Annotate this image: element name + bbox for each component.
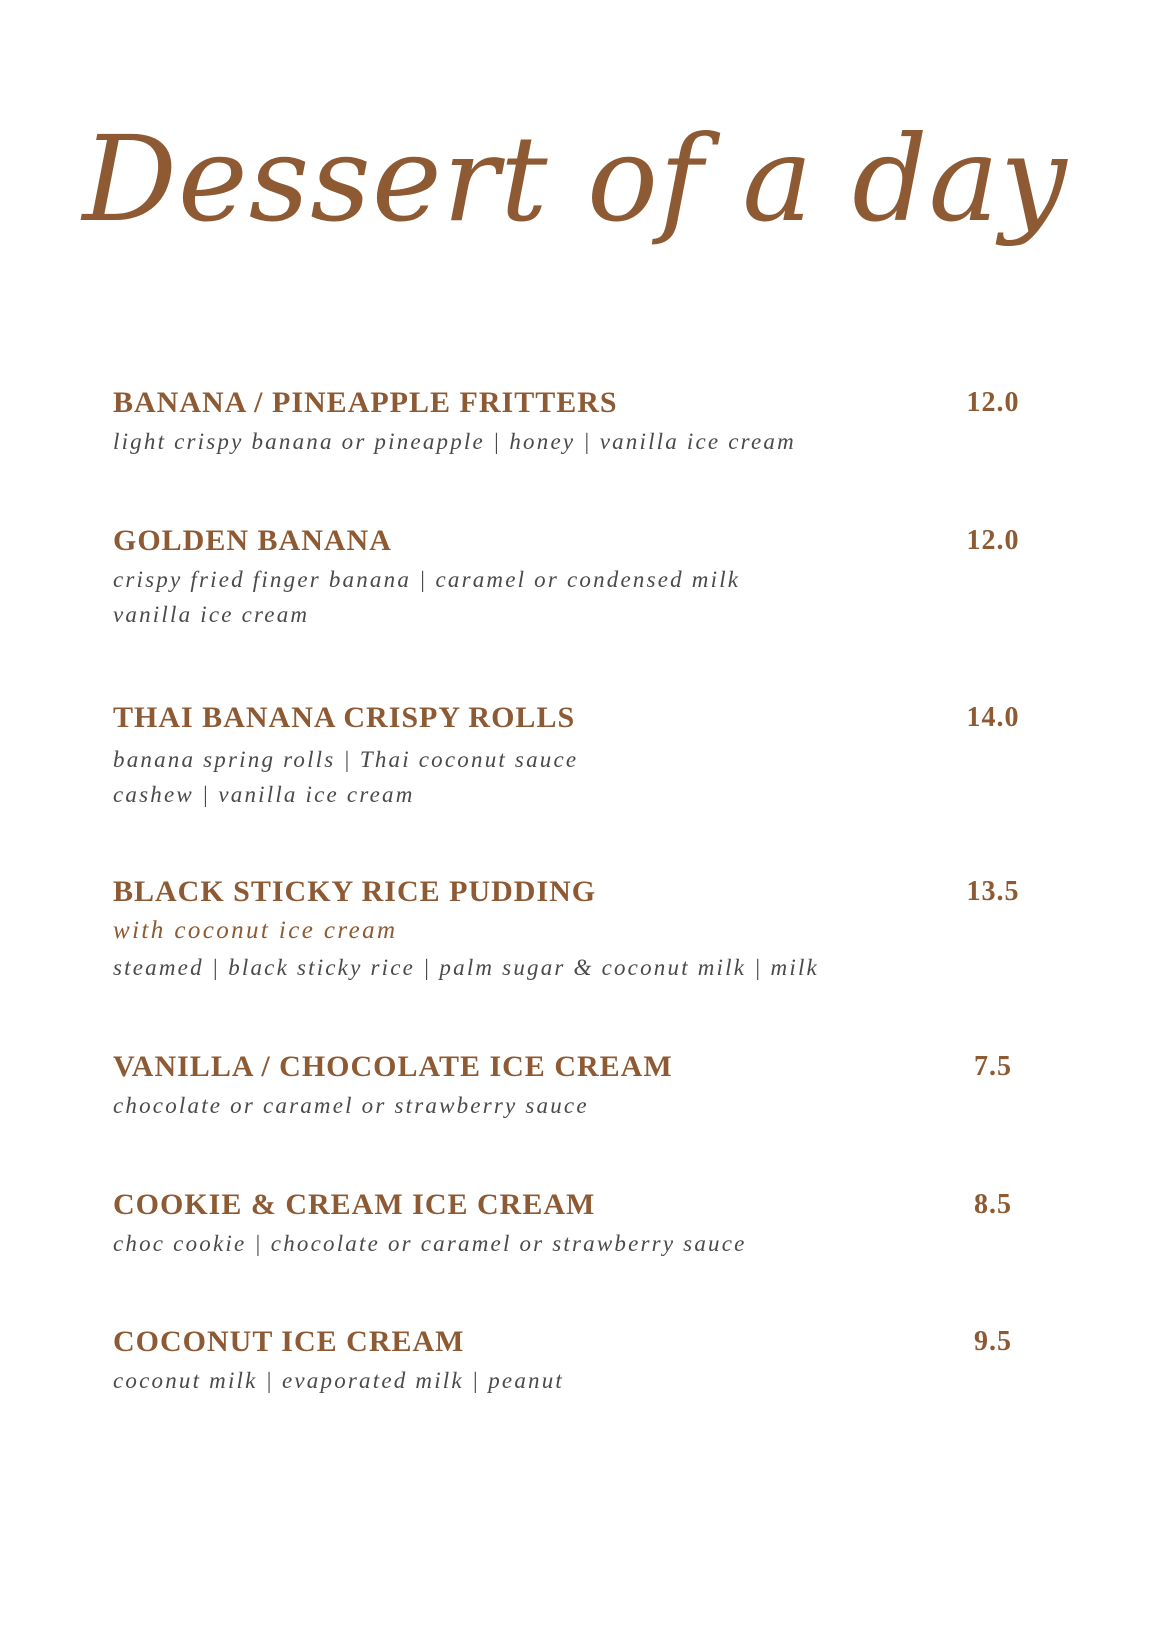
item-name: THAI BANANA CRISPY ROLLS	[113, 701, 576, 734]
item-name: VANILLA / CHOCOLATE ICE CREAM	[113, 1050, 673, 1083]
menu-title: Dessert of a day	[82, 110, 1068, 248]
item-description: choc cookie | chocolate or caramel or strawberry sauce	[113, 1231, 747, 1256]
item-price: 7.5	[974, 1051, 1012, 1082]
item-price: 12.0	[966, 387, 1020, 418]
item-description: banana spring rolls | Thai coconut sauce	[113, 747, 579, 772]
item-description: steamed | black sticky rice | palm sugar & coconut milk | milk	[113, 955, 819, 980]
item-name: COCONUT ICE CREAM	[113, 1325, 465, 1358]
item-price: 14.0	[966, 702, 1020, 733]
item-price: 12.0	[966, 525, 1020, 556]
item-description: coconut milk | evaporated milk | peanut	[113, 1368, 565, 1393]
item-price: 8.5	[974, 1189, 1012, 1220]
item-description: cashew | vanilla ice cream	[113, 782, 415, 807]
item-subtitle: with coconut ice cream	[113, 917, 398, 944]
item-name: BLACK STICKY RICE PUDDING	[113, 875, 597, 908]
item-name: BANANA / PINEAPPLE FRITTERS	[113, 386, 618, 419]
item-price: 13.5	[966, 876, 1020, 907]
item-description: chocolate or caramel or strawberry sauce	[113, 1093, 589, 1118]
item-description: vanilla ice cream	[113, 602, 310, 627]
item-description: light crispy banana or pineapple | honey | vanilla ice cream	[113, 429, 796, 454]
item-description: crispy fried finger banana | caramel or condensed milk	[113, 567, 741, 592]
item-name: GOLDEN BANANA	[113, 524, 392, 557]
item-price: 9.5	[974, 1326, 1012, 1357]
item-name: COOKIE & CREAM ICE CREAM	[113, 1188, 596, 1221]
